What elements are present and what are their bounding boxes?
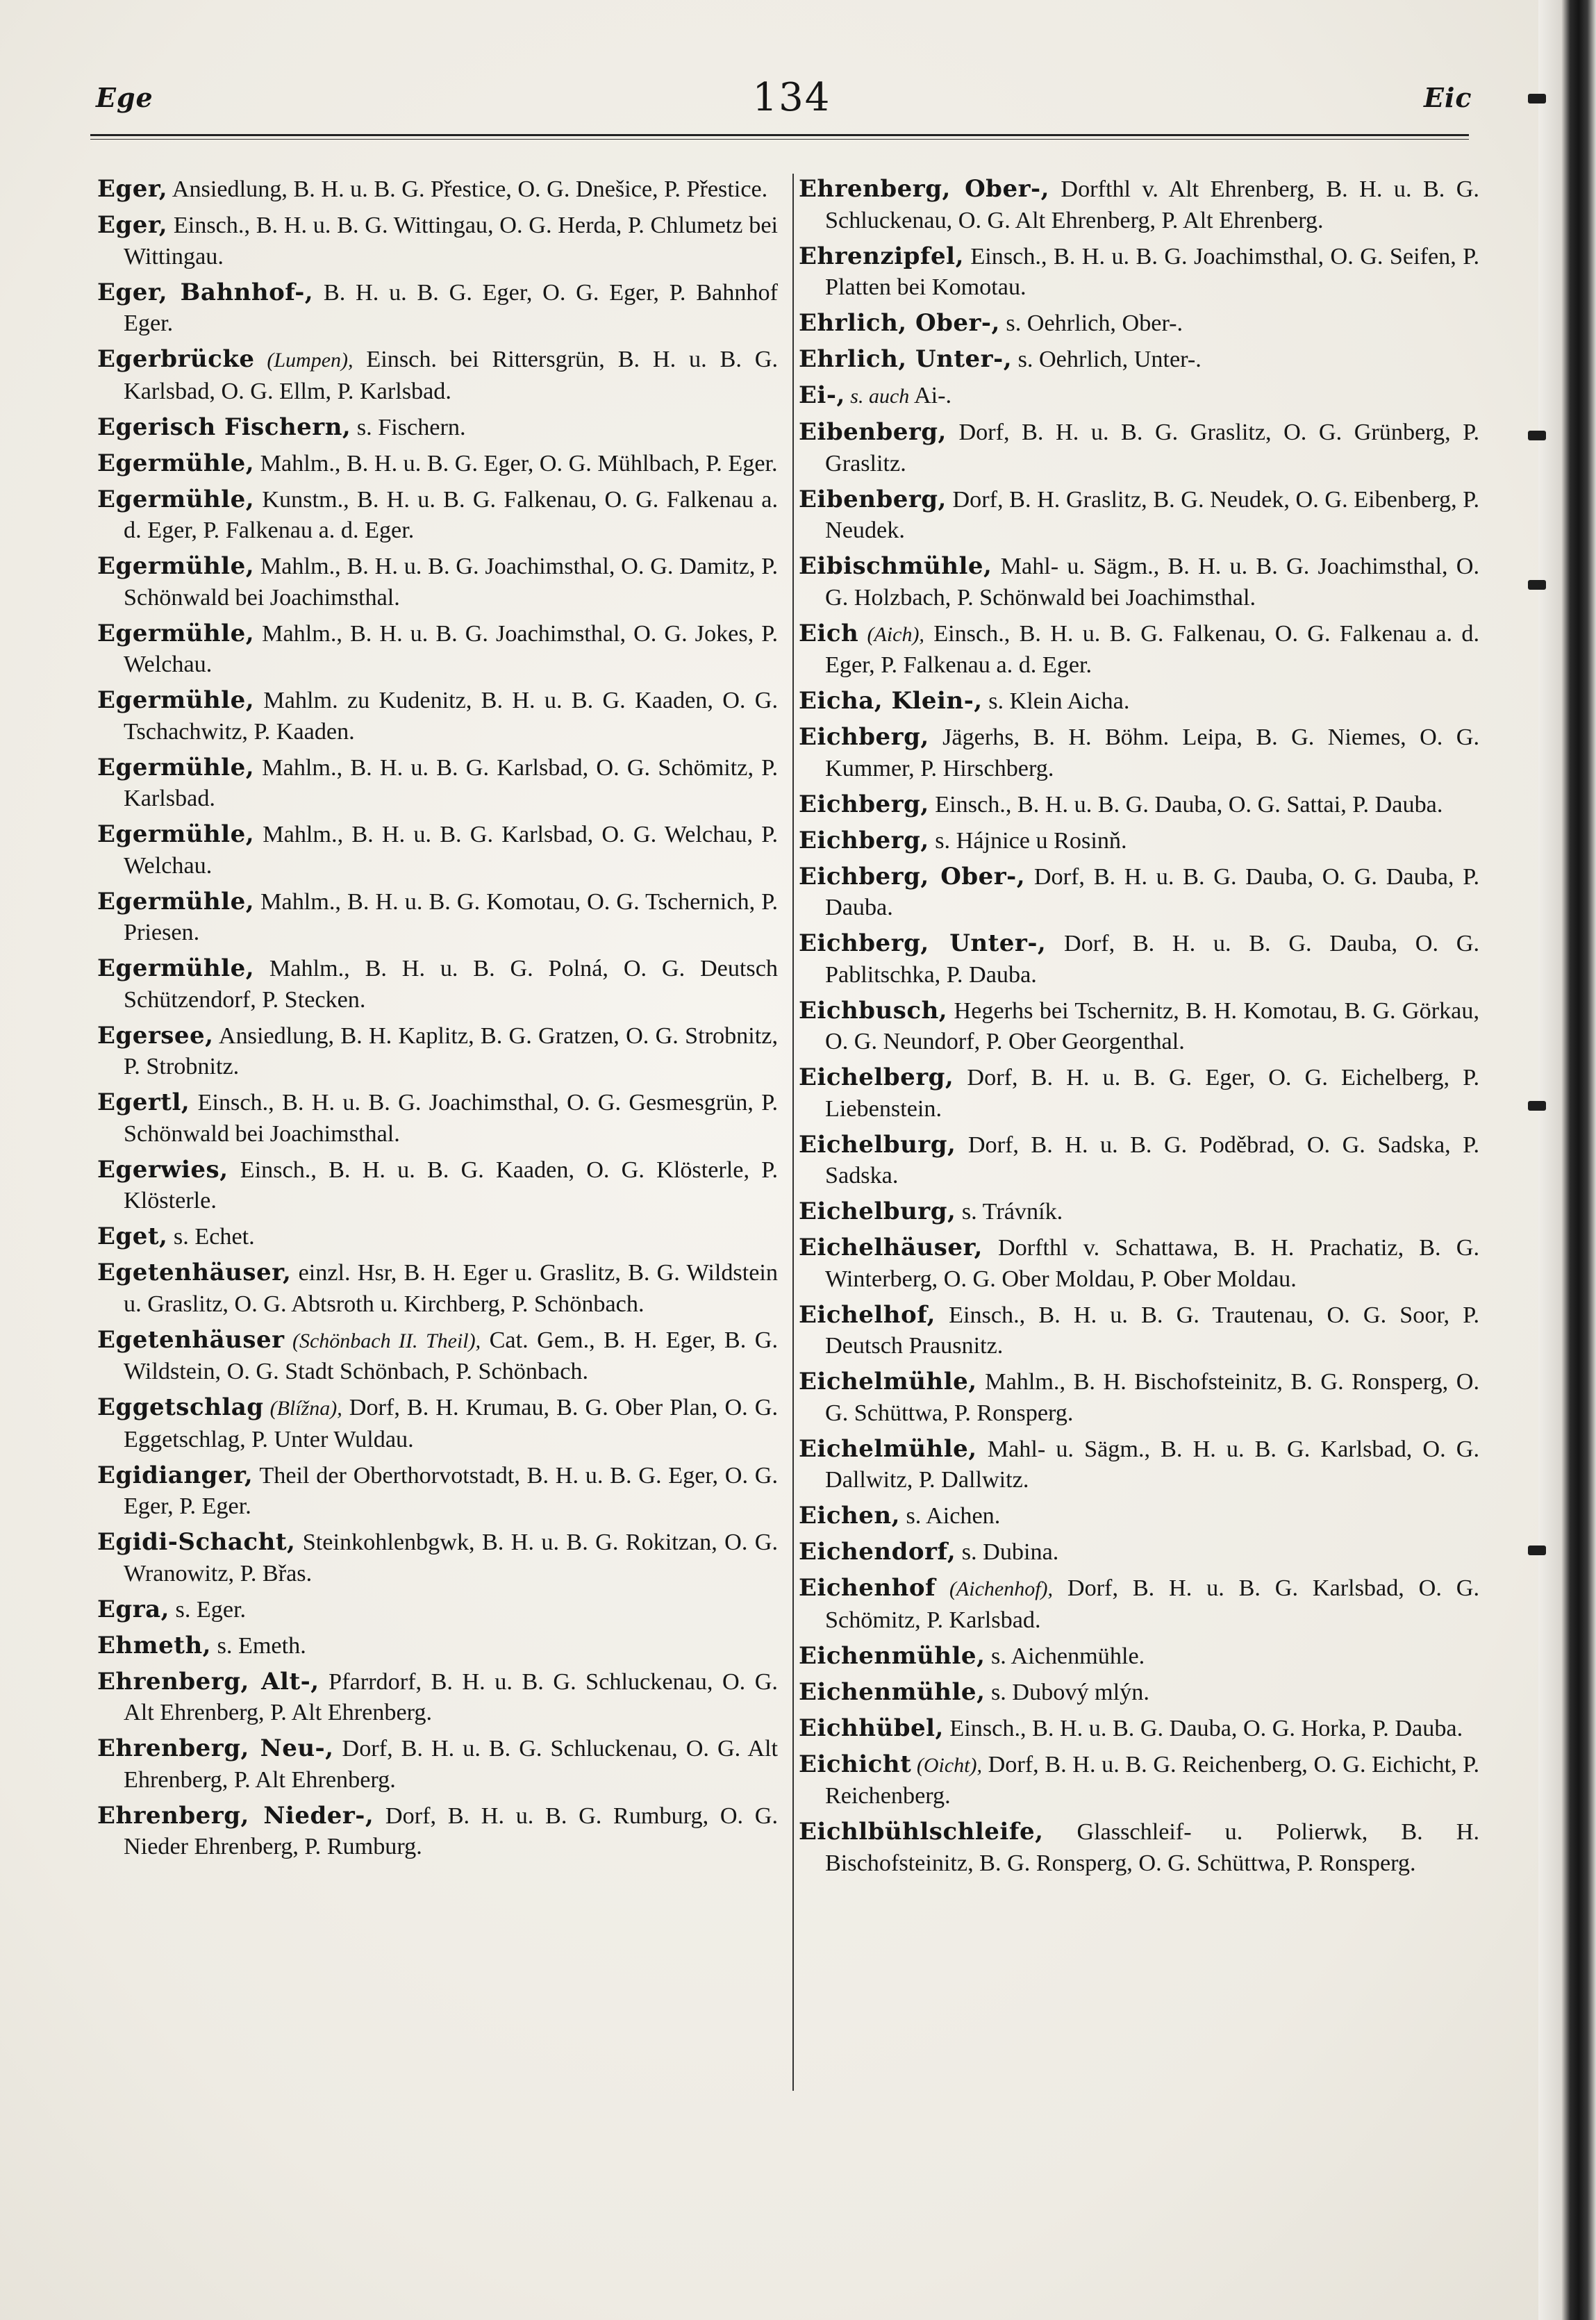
gazetteer-entry [97, 1460, 778, 1523]
entry-headword: Ehmeth, [97, 1631, 212, 1659]
gazetteer-entry [97, 448, 778, 480]
entry-headword: Eggetschlag [97, 1393, 264, 1421]
entry-description: s. Eger. [169, 1596, 247, 1623]
gazetteer-entry [799, 551, 1479, 613]
gazetteer-entry [97, 618, 778, 681]
entry-headword: Egermühle, [97, 619, 255, 647]
running-head-left: Ege [96, 82, 153, 113]
entry-headword: Ehrlich, Unter-, [799, 345, 1013, 373]
gazetteer-entry [799, 1573, 1479, 1636]
entry-description: B. H. u. B. G. Eger, O. G. Eger, P. Bahnhof Eger. [124, 279, 778, 336]
header-rule [90, 134, 1469, 140]
entry-description: s. Emeth. [211, 1632, 306, 1659]
entry-headword: Eichelmühle, [799, 1434, 977, 1463]
gazetteer-entry [97, 1221, 778, 1253]
entry-description: Einsch., B. H. u. B. G. Wittingau, O. G. Herda, P. Chlumetz bei Wittingau. [124, 213, 778, 270]
entry-description: Mahlm., B. H. Bischofsteinitz, B. G. Ronsperg, O. G. Schüttwa, P. Ronsperg. [825, 1369, 1479, 1426]
entry-description: einzl. Hsr, B. H. Eger u. Graslitz, B. G. Wildstein u. Graslitz, O. G. Abtsroth u. Kirchberg, P. Schönbach. [124, 1260, 778, 1317]
gazetteer-entry [799, 1641, 1479, 1673]
entry-headword: Ehrenzipfel, [799, 242, 964, 270]
entry-headword: Eichelmühle, [799, 1368, 977, 1395]
gazetteer-entry [799, 1434, 1479, 1496]
entry-headword: Eichelhof, [799, 1300, 936, 1329]
entry-headword: Egermühle, [97, 552, 255, 580]
entry-headword: Eger, [97, 175, 168, 203]
gazetteer-entry [97, 551, 778, 613]
entry-headword: Eichelburg, [799, 1198, 956, 1225]
entry-description: Mahlm. zu Kudenitz, B. H. u. B. G. Kaaden, O. G. Tschachwitz, P. Kaaden. [124, 688, 778, 745]
entry-headword: Egermühle, [97, 753, 255, 781]
gazetteer-entry [97, 953, 778, 1016]
entry-headword: Egermühle, [97, 485, 255, 513]
entry-headword: Egermühle, [97, 954, 255, 982]
gazetteer-entry [97, 1594, 778, 1626]
entry-headword: Eibischmühle, [799, 552, 992, 580]
gazetteer-entry [97, 210, 778, 272]
entry-description: Jägerhs, B. H. Böhm. Leipa, B. G. Niemes, O. G. Kummer, P. Hirschberg. [825, 724, 1479, 781]
edge-mark [1528, 1546, 1546, 1555]
gazetteer-entry [97, 752, 778, 815]
entry-description: Einsch., B. H. u. B. G. Joachimsthal, O. G. Seifen, P. Platten bei Komotau. [825, 243, 1479, 300]
gazetteer-entry [97, 819, 778, 881]
entry-description: Dorf, B. H. u. B. G. Reichenberg, O. G. Eichicht, P. Reichenberg. [825, 1751, 1479, 1809]
entry-description: Dorf, B. H. u. B. G. Rumburg, O. G. Nieder Ehrenberg, P. Rumburg. [124, 1803, 778, 1859]
entry-headword: Eicha, Klein-, [799, 687, 983, 715]
gazetteer-entry [799, 1196, 1479, 1228]
gazetteer-entry [97, 174, 778, 206]
entry-headword: Egerbrücke [97, 345, 255, 373]
entry-headword: Eichbusch, [799, 996, 948, 1025]
entry-headword: Eichberg, [799, 826, 929, 854]
entry-headword: Egertl, [97, 1088, 190, 1116]
page-number: 134 [752, 75, 831, 120]
gazetteer-entry [799, 1749, 1479, 1812]
entry-headword: Eger, Bahnhof-, [97, 278, 314, 306]
gazetteer-entry [799, 928, 1479, 991]
entry-alt-name: (Blížna), [263, 1397, 342, 1420]
entry-headword: Ei-, [799, 381, 845, 409]
gazetteer-entry [97, 1087, 778, 1150]
entry-headword: Eget, [97, 1223, 168, 1250]
entry-description: Mahlm., B. H. u. B. G. Eger, O. G. Mühlbach, P. Eger. [254, 450, 778, 477]
running-head-right: Eic [1424, 82, 1472, 113]
entry-description: Ansiedlung, B. H. Kaplitz, B. G. Gratzen, O. G. Strobnitz, P. Strobnitz. [124, 1022, 778, 1079]
gazetteer-entry [799, 1713, 1479, 1745]
gazetteer-entry [799, 1062, 1479, 1125]
entry-headword: Eich [799, 619, 859, 647]
entry-headword: Egetenhäuser [97, 1325, 285, 1354]
entry-description: Mahlm., B. H. u. B. G. Joachimsthal, O. G. Jokes, P. Welchau. [124, 620, 778, 677]
gazetteer-entry [97, 1733, 778, 1796]
gazetteer-entry [799, 241, 1479, 304]
entry-description: Mahlm., B. H. u. B. G. Polná, O. G. Deutsch Schützendorf, P. Stecken. [124, 956, 778, 1013]
gazetteer-entry [799, 380, 1479, 413]
entry-headword: Eichelberg, [799, 1063, 954, 1091]
entry-description: Einsch., B. H. u. B. G. Dauba, O. G. Sattai, P. Dauba. [929, 791, 1443, 818]
entry-description: Steinkohlenbgwk, B. H. u. B. G. Rokitzan, O. G. Wranowitz, P. Břas. [124, 1530, 778, 1586]
entry-description: Glasschleif- u. Polierwk, B. H. Bischofsteinitz, B. G. Ronsperg, O. G. Schüttwa, P. Ronsperg. [825, 1819, 1479, 1876]
entry-description: Mahlm., B. H. u. B. G. Karlsbad, O. G. Schömitz, P. Karlsbad. [124, 754, 778, 811]
gazetteer-entry [799, 1300, 1479, 1362]
page-edge-shadow [1538, 0, 1596, 2320]
gazetteer-entry [97, 1257, 778, 1320]
entry-description: Einsch., B. H. u. B. G. Trautenau, O. G. Soor, P. Deutsch Prausnitz. [825, 1302, 1479, 1359]
gazetteer-entry [799, 618, 1479, 681]
entry-headword: Eger, [97, 211, 168, 239]
column-divider [792, 174, 794, 2091]
entry-description: s. Dubový mlýn. [985, 1679, 1149, 1705]
entry-description: Ai-. [909, 383, 952, 408]
gazetteer-entry [97, 1800, 778, 1863]
entry-description: Einsch., B. H. u. B. G. Dauba, O. G. Horka, P. Dauba. [943, 1715, 1463, 1741]
entry-headword: Eibenberg, [799, 418, 947, 446]
entry-alt-name: (Schönbach II. Theil), [284, 1329, 481, 1352]
entry-headword: Eichberg, [799, 723, 929, 751]
entry-description: Cat. Gem., B. H. Eger, B. G. Wildstein, O. G. Stadt Schönbach, P. Schönbach. [124, 1327, 778, 1384]
entry-description: s. Echet. [167, 1224, 255, 1250]
entry-description: Dorf, B. H. u. B. G. Graslitz, O. G. Grünberg, P. Graslitz. [825, 420, 1479, 477]
gazetteer-entry [799, 825, 1479, 857]
gazetteer-entry [799, 1816, 1479, 1879]
entry-headword: Egidi-Schacht, [97, 1528, 296, 1556]
gazetteer-entry [97, 1154, 778, 1217]
gazetteer-entry [799, 1500, 1479, 1532]
entry-description: Einsch. bei Rittersgrün, B. H. u. B. G. Karlsbad, O. G. Ellm, P. Karlsbad. [124, 347, 778, 404]
gazetteer-entry [799, 1129, 1479, 1192]
entry-description: s. Hájnice u Rosinň. [929, 827, 1127, 854]
gazetteer-entry [799, 1232, 1479, 1295]
entry-description: Dorf, B. H. u. B. G. Schluckenau, O. G. Alt Ehrenberg, P. Alt Ehrenberg. [124, 1736, 779, 1793]
entry-alt-name: s. auch [845, 385, 910, 408]
entry-headword: Egersee, [97, 1021, 214, 1050]
entry-alt-name: (Oicht), [911, 1753, 982, 1777]
gazetteer-entry [799, 861, 1479, 924]
entry-description: Einsch., B. H. u. B. G. Kaaden, O. G. Klösterle, P. Klösterle. [124, 1157, 778, 1213]
entry-headword: Egra, [97, 1595, 169, 1623]
entry-headword: Ehrenberg, Nieder-, [97, 1801, 374, 1830]
gazetteer-entry [799, 417, 1479, 479]
entry-description: Einsch., B. H. u. B. G. Falkenau, O. G. Falkenau a. d. Eger, P. Falkenau a. d. Eger. [825, 620, 1479, 678]
entry-headword: Eibenberg, [799, 485, 947, 513]
entry-description: Dorfthl v. Schattawa, B. H. Prachatiz, B. G. Winterberg, O. G. Ober Moldau, P. Ober Moldau. [825, 1235, 1479, 1292]
entry-description: Mahlm., B. H. u. B. G. Karlsbad, O. G. Welchau, P. Welchau. [124, 822, 778, 879]
gazetteer-entry [97, 886, 778, 949]
gazetteer-entry [97, 1020, 778, 1083]
entry-description: Ansiedlung, B. H. u. B. G. Přestice, O. G. Dnešice, P. Přestice. [167, 176, 768, 202]
entry-headword: Egermühle, [97, 686, 255, 714]
entry-headword: Ehrenberg, Neu-, [97, 1734, 334, 1762]
gazetteer-entry [97, 1325, 778, 1388]
entry-description: Mahl- u. Sägm., B. H. u. B. G. Karlsbad, O. G. Dallwitz, P. Dallwitz. [825, 1436, 1479, 1493]
gazetteer-entry [97, 277, 778, 340]
edge-mark [1528, 580, 1546, 590]
entry-description: s. Trávník. [956, 1199, 1063, 1225]
entry-headword: Eichendorf, [799, 1538, 956, 1566]
gazetteer-entry [799, 484, 1479, 547]
entry-description: s. Aichenmühle. [985, 1643, 1145, 1669]
edge-mark [1528, 431, 1546, 440]
entry-alt-name: (Aichenhof), [936, 1577, 1054, 1600]
entry-description: Einsch., B. H. u. B. G. Joachimsthal, O. G. Gesmesgrün, P. Schönwald bei Joachimsthal. [124, 1090, 778, 1147]
entry-headword: Egidianger, [97, 1461, 253, 1489]
entry-headword: Eichenmühle, [799, 1677, 986, 1706]
edge-mark [1528, 1101, 1546, 1111]
gazetteer-entry [799, 1677, 1479, 1709]
entry-description: Dorf, B. H. Krumau, B. G. Ober Plan, O. G. Eggetschlag, P. Unter Wuldau. [124, 1395, 778, 1452]
entry-headword: Ehrenberg, Alt-, [97, 1667, 319, 1696]
entry-description: Theil der Oberthorvotstadt, B. H. u. B. G. Eger, O. G. Eger, P. Eger. [124, 1462, 778, 1519]
entry-description: Kunstm., B. H. u. B. G. Falkenau, O. G. Falkenau a. d. Eger, P. Falkenau a. d. Eger. [124, 486, 778, 543]
gazetteer-entry [799, 344, 1479, 376]
entry-description: s. Dubina. [956, 1539, 1059, 1565]
entry-description: Dorf, B. H. u. B. G. Karlsbad, O. G. Schömitz, P. Karlsbad. [825, 1575, 1479, 1633]
left-column [97, 174, 778, 1867]
gazetteer-entry [97, 412, 778, 444]
entry-headword: Eichelburg, [799, 1130, 956, 1159]
gazetteer-entry [799, 722, 1479, 784]
entry-description: s. Fischern. [351, 414, 466, 440]
gazetteer-entry [97, 1527, 778, 1589]
entry-headword: Eichberg, Ober-, [799, 862, 1026, 890]
gazetteer-entry [799, 1366, 1479, 1429]
gazetteer-entry [799, 174, 1479, 236]
gazetteer-entry [799, 789, 1479, 821]
entry-headword: Ehrenberg, Ober-, [799, 175, 1049, 203]
gazetteer-entry [799, 308, 1479, 340]
entry-description: Dorf, B. H. u. B. G. Dauba, O. G. Pablitschka, P. Dauba. [825, 931, 1480, 988]
entry-description: Dorf, B. H. u. B. G. Dauba, O. G. Dauba, P. Dauba. [825, 863, 1479, 920]
gazetteer-entry [799, 1536, 1479, 1568]
edge-mark [1528, 94, 1546, 103]
entry-description: Pfarrdorf, B. H. u. B. G. Schluckenau, O. G. Alt Ehrenberg, P. Alt Ehrenberg. [124, 1668, 778, 1725]
entry-headword: Egetenhäuser, [97, 1259, 292, 1286]
entry-alt-name: (Aich), [858, 622, 924, 646]
gazetteer-entry [97, 484, 778, 547]
gazetteer-entry [97, 1630, 778, 1662]
entry-headword: Egermühle, [97, 820, 255, 848]
right-column [799, 174, 1479, 1884]
entry-description: Dorf, B. H. u. B. G. Poděbrad, O. G. Sadska, P. Sadska. [825, 1132, 1479, 1188]
entry-description: Dorfthl v. Alt Ehrenberg, B. H. u. B. G. Schluckenau, O. G. Alt Ehrenberg, P. Alt Ehrenberg. [825, 176, 1479, 233]
gazetteer-entry [97, 344, 778, 407]
entry-headword: Egermühle, [97, 449, 255, 477]
entry-description: Dorf, B. H. u. B. G. Eger, O. G. Eichelberg, P. Liebenstein. [825, 1065, 1479, 1122]
gazetteer-entry [97, 1392, 778, 1455]
entry-description: s. Oehrlich, Ober-. [999, 310, 1183, 336]
entry-description: s. Klein Aicha. [982, 688, 1130, 714]
entry-description: Dorf, B. H. Graslitz, B. G. Neudek, O. G. Eibenberg, P. Neudek. [825, 486, 1479, 543]
entry-description: Mahlm., B. H. u. B. G. Komotau, O. G. Tschernich, P. Priesen. [124, 888, 778, 945]
entry-headword: Eichberg, Unter-, [799, 929, 1047, 957]
entry-description: Mahl- u. Sägm., B. H. u. B. G. Joachimsthal, O. G. Holzbach, P. Schönwald bei Joachimsthal. [825, 554, 1479, 611]
gazetteer-entry [799, 995, 1479, 1058]
entry-description: Hegerhs bei Tschernitz, B. H. Komotau, B. G. Görkau, O. G. Neundorf, P. Ober Georgenthal. [825, 997, 1479, 1054]
entry-description: s. Oehrlich, Unter-. [1012, 347, 1202, 372]
entry-headword: Egerwies, [97, 1155, 228, 1184]
entry-headword: Eichberg, [799, 790, 929, 818]
entry-headword: Egermühle, [97, 887, 255, 915]
entry-headword: Eichelhäuser, [799, 1234, 983, 1261]
entry-headword: Eichicht [799, 1750, 912, 1778]
entry-headword: Ehrlich, Ober-, [799, 309, 1000, 337]
entry-headword: Eichlbühlschleife, [799, 1818, 1044, 1846]
entry-headword: Eichenhof [799, 1574, 936, 1602]
gazetteer-entry [799, 686, 1479, 718]
gazetteer-entry [97, 1666, 778, 1729]
entry-headword: Eichen, [799, 1502, 900, 1530]
entry-headword: Egerisch Fischern, [97, 413, 351, 441]
entry-headword: Eichenmühle, [799, 1641, 986, 1670]
entry-alt-name: (Lumpen), [254, 349, 354, 372]
entry-description: Mahlm., B. H. u. B. G. Joachimsthal, O. G. Damitz, P. Schönwald bei Joachimsthal. [124, 554, 778, 611]
gazetteer-entry [97, 685, 778, 747]
entry-description: s. Aichen. [899, 1503, 1001, 1529]
entry-headword: Eichhübel, [799, 1714, 944, 1742]
